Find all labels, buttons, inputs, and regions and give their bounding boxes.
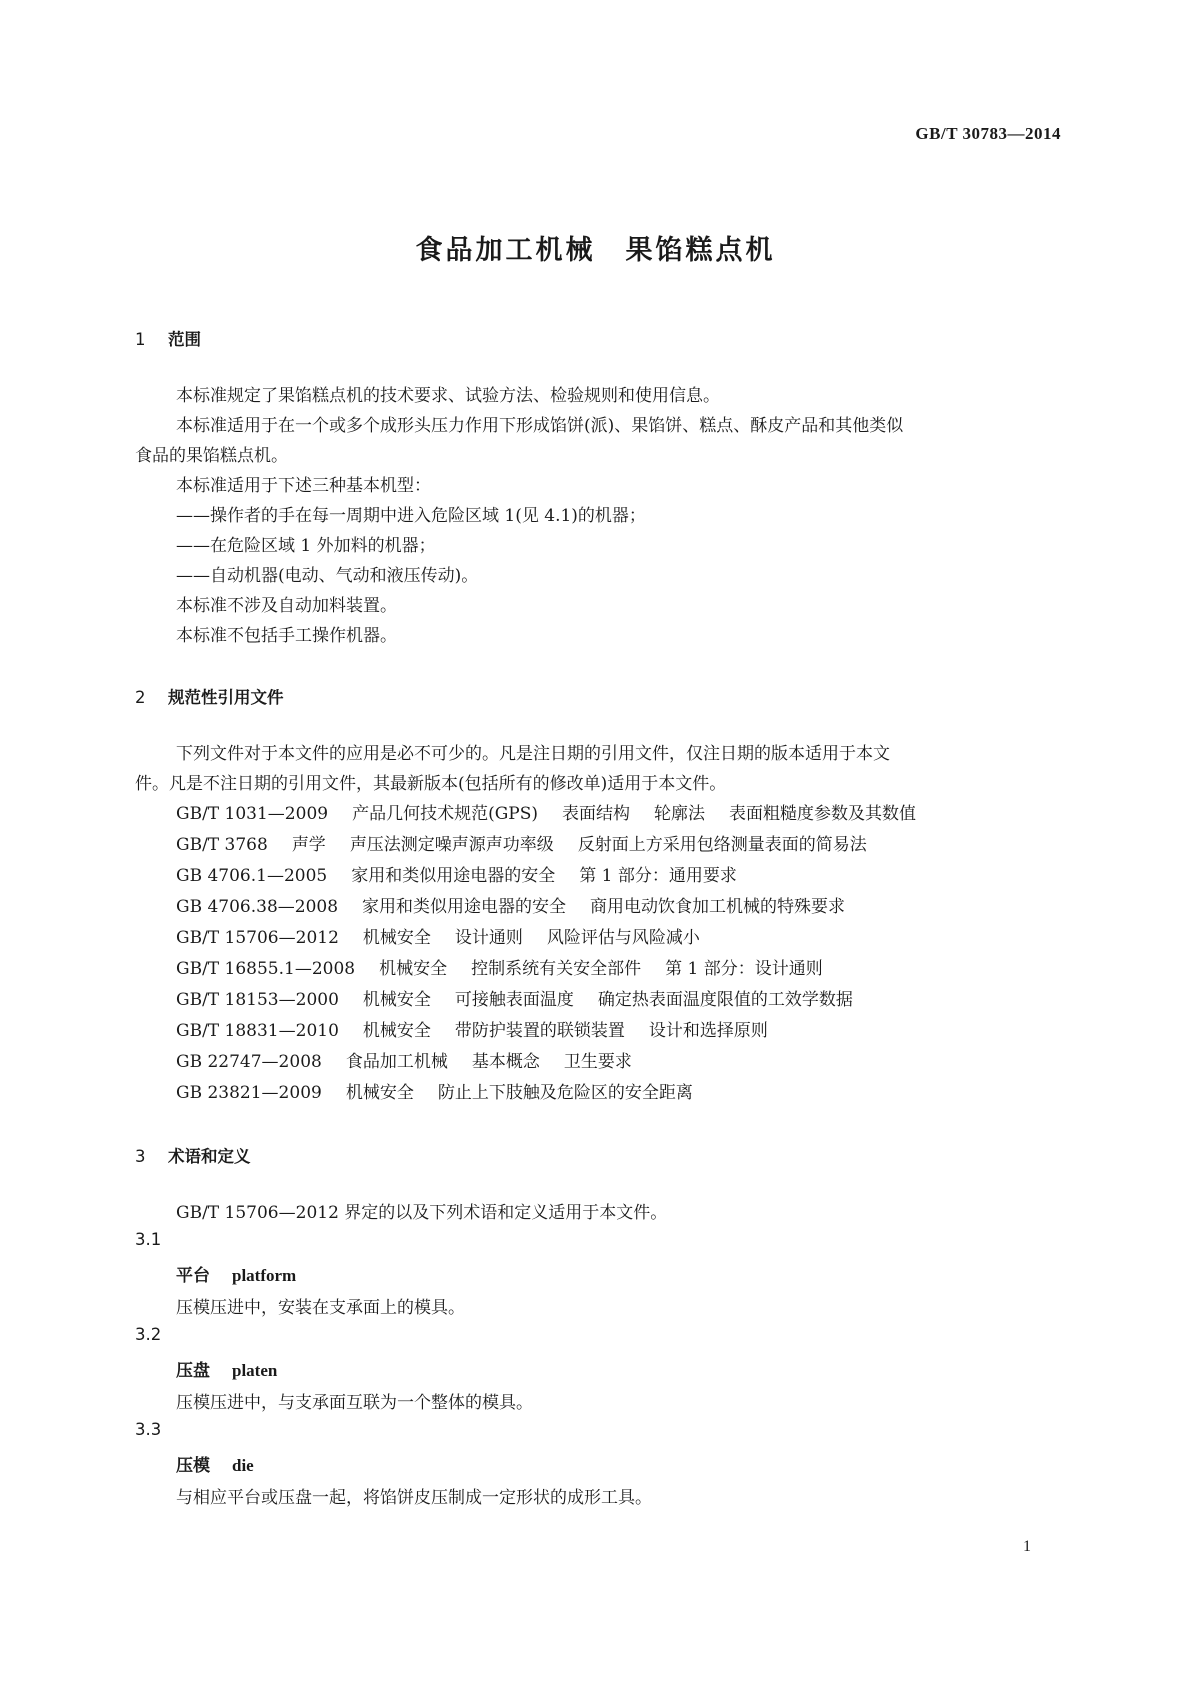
list-item: ——自动机器(电动、气动和液压传动)。 (176, 566, 479, 586)
paragraph: 本标准适用于在一个或多个成形头压力作用下形成馅饼(派)、果馅饼、糕点、酥皮产品和其他类似 (176, 416, 904, 436)
paragraph-continuation: 食品的果馅糕点机。 (135, 446, 288, 466)
reference-code: GB 4706.1—2005 (176, 866, 328, 886)
reference-title-part: 机械安全 (362, 928, 431, 948)
reference-title-part: 设计和选择原则 (648, 1021, 768, 1041)
reference-item (176, 861, 761, 886)
term-heading (176, 1356, 277, 1381)
reference-title-part: 声压法测定噪声源声功率级 (349, 835, 554, 855)
term-zh: 压盘 (176, 1361, 210, 1381)
reference-code: GB/T 18153—2000 (176, 990, 339, 1010)
reference-title-part: 控制系统有关安全部件 (471, 959, 642, 979)
paragraph: 本标准不涉及自动加料装置。 (176, 596, 397, 616)
reference-title-part: 表面结构 (562, 804, 631, 824)
reference-title-part: 可接触表面温度 (454, 990, 574, 1010)
term-en: platen (232, 1361, 278, 1380)
section-title: 术语和定义 (168, 1147, 251, 1166)
reference-code: GB 22747—2008 (176, 1052, 322, 1072)
term-heading (176, 1451, 254, 1476)
section-title: 规范性引用文件 (168, 688, 284, 707)
reference-item (176, 799, 940, 824)
reference-title-part: 机械安全 (362, 1021, 431, 1041)
paragraph: 下列文件对于本文件的应用是必不可少的。凡是注日期的引用文件，仅注日期的版本适用于本文 (176, 744, 890, 764)
reference-title-part: 家用和类似用途电器的安全 (351, 866, 556, 886)
reference-title-part: 产品几何技术规范(GPS) (352, 804, 539, 824)
reference-item (176, 830, 891, 855)
reference-title-part: 第 1 部分：通用要求 (579, 866, 737, 886)
section-2-heading (135, 684, 284, 708)
reference-item (176, 985, 877, 1010)
reference-title-part: 反射面上方采用包络测量表面的简易法 (577, 835, 867, 855)
reference-title-part: 声学 (291, 835, 326, 855)
standard-number: GB/T 30783—2014 (915, 124, 1061, 143)
paragraph-continuation: 件。凡是不注日期的引用文件，其最新版本(包括所有的修改单)适用于本文件。 (135, 774, 727, 794)
term-definition: 压模压进中，与支承面互联为一个整体的模具。 (176, 1393, 533, 1413)
reference-item (176, 1078, 717, 1103)
reference-code: GB/T 15706—2012 (176, 928, 339, 948)
term-zh: 平台 (176, 1266, 210, 1286)
section-title: 范围 (168, 330, 201, 349)
list-item: ——操作者的手在每一周期中进入危险区域 1(见 4.1)的机器； (176, 506, 646, 526)
reference-title-part: 风险评估与风险减小 (546, 928, 700, 948)
reference-code: GB/T 16855.1—2008 (176, 959, 356, 979)
reference-code: GB/T 18831—2010 (176, 1021, 339, 1041)
document-title: 食品加工机械 果馅糕点机 (415, 235, 776, 266)
reference-title-part: 轮廓法 (654, 804, 706, 824)
reference-item (176, 923, 724, 948)
term-heading (176, 1261, 296, 1286)
reference-title-part: 机械安全 (362, 990, 431, 1010)
section-number: 2 (135, 688, 146, 707)
section-number: 1 (135, 330, 146, 349)
section-number: 3 (135, 1147, 146, 1166)
reference-item (176, 1047, 656, 1072)
reference-item (176, 892, 869, 917)
reference-title-part: 家用和类似用途电器的安全 (362, 897, 567, 917)
reference-code: GB/T 3768 (176, 835, 268, 855)
reference-title-part: 卫生要求 (563, 1052, 632, 1072)
term-en: die (232, 1456, 254, 1475)
reference-item (176, 954, 847, 979)
reference-title-part: 商用电动饮食加工机械的特殊要求 (590, 897, 846, 917)
term-definition: 与相应平台或压盘一起，将馅饼皮压制成一定形状的成形工具。 (176, 1488, 652, 1508)
term-zh: 压模 (176, 1456, 210, 1476)
reference-item (176, 1016, 792, 1041)
reference-code: GB/T 1031—2009 (176, 804, 329, 824)
reference-title-part: 设计通则 (454, 928, 523, 948)
paragraph: 本标准不包括手工操作机器。 (176, 626, 397, 646)
reference-title-part: 基本概念 (471, 1052, 540, 1072)
list-item: ——在危险区域 1 外加料的机器； (176, 536, 436, 556)
reference-title-part: 机械安全 (379, 959, 448, 979)
reference-title-part: 带防护装置的联锁装置 (454, 1021, 625, 1041)
paragraph: 本标准适用于下述三种基本机型： (176, 476, 431, 496)
page-number: 1 (1023, 1538, 1031, 1555)
section-3-heading (135, 1143, 251, 1167)
reference-title-part: 第 1 部分：设计通则 (665, 959, 823, 979)
paragraph: GB/T 15706—2012 界定的以及下列术语和定义适用于本文件。 (176, 1203, 668, 1223)
term-number: 3.2 (135, 1325, 162, 1344)
term-number: 3.1 (135, 1230, 162, 1249)
paragraph: 本标准规定了果馅糕点机的技术要求、试验方法、检验规则和使用信息。 (176, 386, 720, 406)
reference-code: GB 23821—2009 (176, 1083, 322, 1103)
term-en: platform (232, 1266, 297, 1285)
reference-code: GB 4706.38—2008 (176, 897, 339, 917)
reference-title-part: 确定热表面温度限值的工效学数据 (597, 990, 853, 1010)
reference-title-part: 机械安全 (345, 1083, 414, 1103)
term-number: 3.3 (135, 1420, 162, 1439)
reference-title-part: 食品加工机械 (345, 1052, 448, 1072)
section-1-heading (135, 326, 201, 350)
reference-title-part: 防止上下肢触及危险区的安全距离 (437, 1083, 693, 1103)
reference-title-part: 表面粗糙度参数及其数值 (729, 804, 917, 824)
term-definition: 压模压进中，安装在支承面上的模具。 (176, 1298, 465, 1318)
